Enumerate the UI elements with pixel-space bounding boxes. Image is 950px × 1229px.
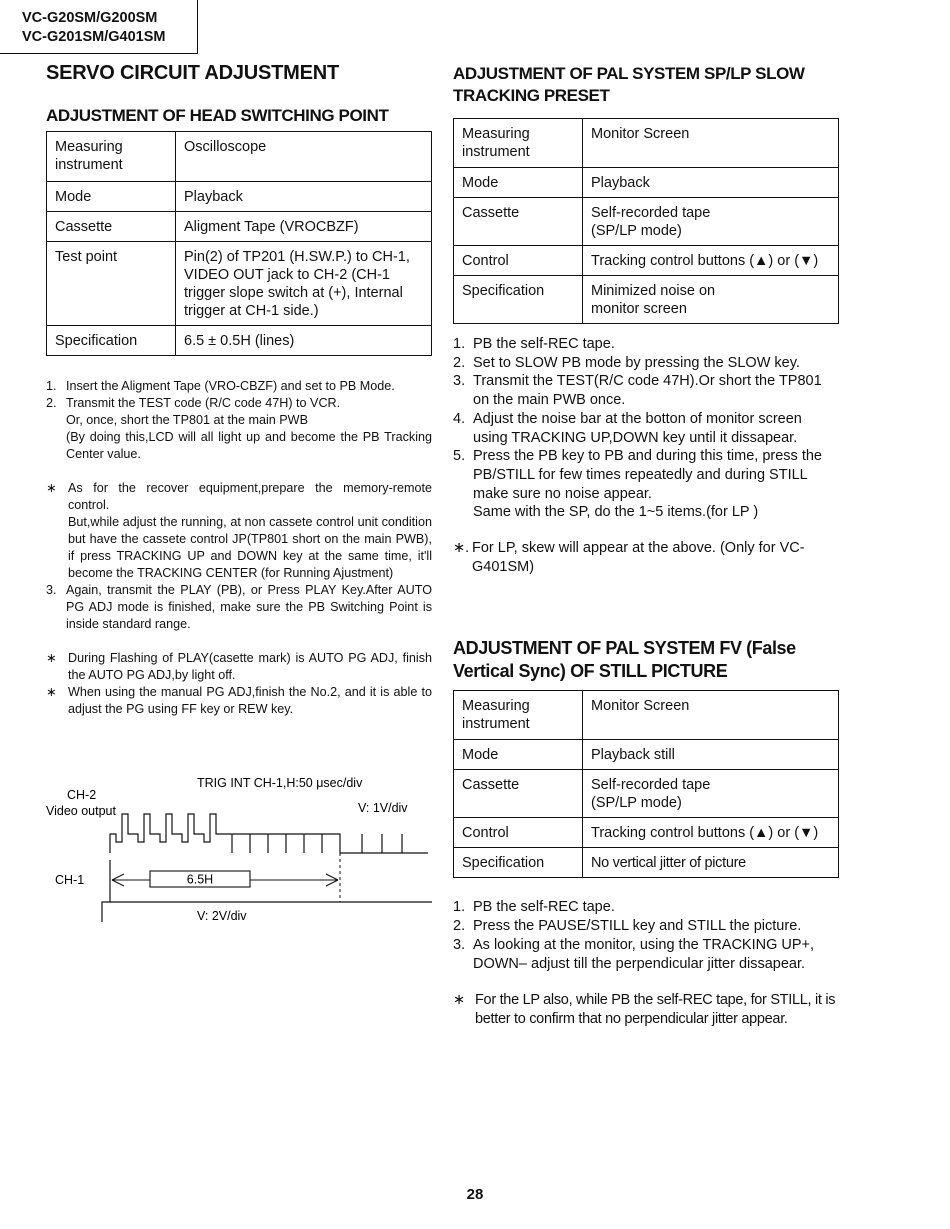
ch2-video-waveform bbox=[110, 814, 428, 853]
head-switching-steps bbox=[46, 378, 432, 463]
head-switching-waveform-diagram bbox=[40, 770, 440, 930]
table-key: Specification bbox=[47, 326, 176, 356]
step-number: 2. bbox=[453, 354, 466, 371]
slow-tracking-spec-table bbox=[453, 118, 839, 324]
list-item bbox=[453, 936, 839, 973]
table-key: Test point bbox=[47, 242, 176, 326]
table-row bbox=[47, 242, 432, 326]
table-value: Playback still bbox=[583, 740, 839, 770]
table-row bbox=[454, 119, 839, 168]
list-item bbox=[453, 372, 839, 409]
table-key: Measuring instrument bbox=[454, 691, 583, 740]
note-manual-pg-adj bbox=[46, 684, 432, 718]
table-row bbox=[454, 198, 839, 246]
asterisk-mark: ∗ bbox=[46, 685, 57, 699]
list-item bbox=[453, 447, 839, 522]
step-subtext: Same with the SP, do the 1~5 items.(for LP ) bbox=[473, 504, 759, 521]
table-value: Self-recorded tape (SP/LP mode) bbox=[583, 770, 839, 818]
table-key: Control bbox=[454, 246, 583, 276]
table-value: Playback bbox=[176, 182, 432, 212]
step-number: 3. bbox=[46, 583, 57, 597]
list-item bbox=[453, 917, 839, 936]
model-line-1: VC-G20SM/G200SM bbox=[22, 10, 158, 26]
page-number: 28 bbox=[466, 1186, 484, 1203]
title-line: ADJUSTMENT OF PAL SYSTEM SP/LP SLOW bbox=[453, 64, 805, 83]
table-key: Mode bbox=[47, 182, 176, 212]
step-number: 1. bbox=[453, 899, 466, 916]
table-row bbox=[454, 168, 839, 198]
table-row bbox=[454, 740, 839, 770]
step-number: 3. bbox=[453, 936, 466, 953]
table-value: 6.5 ± 0.5H (lines) bbox=[176, 326, 432, 356]
step-number: 4. bbox=[453, 410, 466, 427]
table-key: Mode bbox=[454, 740, 583, 770]
step-text: Press the PAUSE/STILL key and STILL the picture. bbox=[473, 918, 802, 935]
table-key: Cassette bbox=[454, 770, 583, 818]
table-key: Control bbox=[454, 818, 583, 848]
list-item bbox=[46, 395, 432, 463]
step-number: 1. bbox=[46, 379, 57, 393]
section-title-head-switching: ADJUSTMENT OF HEAD SWITCHING POINT bbox=[46, 106, 389, 125]
left-column bbox=[46, 60, 432, 718]
table-row bbox=[47, 212, 432, 242]
step-text: Set to SLOW PB mode by pressing the SLOW key. bbox=[473, 354, 800, 371]
head-switching-spec-table bbox=[46, 131, 432, 356]
table-key: Cassette bbox=[454, 198, 583, 246]
table-value: Minimized noise on monitor screen bbox=[583, 276, 839, 324]
table-value: Oscilloscope bbox=[176, 132, 432, 182]
note-text: As for the recover equipment,prepare the memory-remote control. bbox=[68, 481, 432, 512]
model-number-box bbox=[0, 0, 198, 54]
table-row bbox=[454, 276, 839, 324]
note-lp-skew bbox=[453, 539, 839, 576]
table-key: Specification bbox=[454, 276, 583, 324]
ch1-switching-waveform bbox=[102, 860, 110, 922]
asterisk-mark: ∗ bbox=[453, 992, 465, 1009]
step-number: 5. bbox=[453, 448, 466, 465]
step-text: PB the self-REC tape. bbox=[473, 899, 615, 916]
table-key: Measuring instrument bbox=[47, 132, 176, 182]
asterisk-mark: ∗ bbox=[46, 651, 57, 665]
section-title-slow-tracking bbox=[453, 63, 839, 107]
page-title: SERVO CIRCUIT ADJUSTMENT bbox=[46, 62, 340, 84]
ch2-tick-marks bbox=[232, 834, 402, 853]
table-row bbox=[454, 246, 839, 276]
v1-label: V: 1V/div bbox=[358, 801, 408, 815]
table-key: Measuring instrument bbox=[454, 119, 583, 168]
table-value: Monitor Screen bbox=[583, 691, 839, 740]
step-text: Insert the Aligment Tape (VRO-CBZF) and set to PB Mode. bbox=[66, 379, 395, 393]
step-subtext: (By doing this,LCD will all light up and become the PB Tracking Center value. bbox=[66, 430, 432, 461]
note-memory-remote bbox=[46, 480, 432, 582]
list-item bbox=[46, 582, 432, 633]
table-row bbox=[454, 848, 839, 878]
ch2-label: CH-2 bbox=[67, 788, 97, 802]
table-value: Aligment Tape (VROCBZF) bbox=[176, 212, 432, 242]
note-lp-jitter bbox=[453, 991, 839, 1028]
span-label: 6.5H bbox=[186, 872, 214, 887]
table-value: No vertical jitter of picture bbox=[583, 848, 839, 878]
table-row bbox=[454, 691, 839, 740]
trig-label: TRIG INT CH-1,H:50 μsec/div bbox=[197, 776, 363, 790]
table-row bbox=[454, 818, 839, 848]
table-value: Playback bbox=[583, 168, 839, 198]
step-text: Transmit the TEST code (R/C code 47H) to VCR. bbox=[66, 396, 341, 410]
step-number: 2. bbox=[453, 918, 466, 935]
note-text: For the LP also, while PB the self-REC tape, for STILL, it is better to confirm that no perpendicular jitter appear. bbox=[475, 992, 836, 1027]
list-item bbox=[453, 335, 839, 354]
right-column bbox=[453, 60, 839, 1029]
step-text: Adjust the noise bar at the botton of monitor screen using TRACKING UP,DOWN key until it dissapear. bbox=[473, 410, 802, 446]
table-value: Tracking control buttons (▲) or (▼) bbox=[583, 246, 839, 276]
title-line: TRACKING PRESET bbox=[453, 86, 610, 105]
note-text: But,while adjust the running, at non cassete control unit condition but have the cassete control JP(TP801 short on the main PWB), if press TRACKING UP and DOWN key at the same time, it'll become the TRACKING CENTER (for Running Ajustment) bbox=[68, 515, 432, 580]
table-value: Monitor Screen bbox=[583, 119, 839, 168]
v2-label: V: 2V/div bbox=[197, 909, 247, 923]
step-number: 3. bbox=[453, 373, 466, 390]
asterisk-mark: ∗. bbox=[453, 540, 470, 557]
step-text: Transmit the TEST(R/C code 47H).Or short the TP801 on the main PWB once. bbox=[473, 373, 822, 409]
step-number: 2. bbox=[46, 396, 57, 410]
step-number: 1. bbox=[453, 336, 466, 352]
asterisk-mark: ∗ bbox=[46, 481, 57, 495]
table-row bbox=[47, 326, 432, 356]
title-line: Vertical Sync) OF STILL PICTURE bbox=[453, 661, 728, 682]
table-value: Self-recorded tape (SP/LP mode) bbox=[583, 198, 839, 246]
list-item bbox=[453, 410, 839, 447]
head-switching-step-3 bbox=[46, 582, 432, 633]
table-row bbox=[47, 132, 432, 182]
table-key: Specification bbox=[454, 848, 583, 878]
step-text: Press the PB key to PB and during this time, press the PB/STILL for few times repeatedly and during STILL make sure no noise appear. bbox=[473, 448, 822, 502]
note-text: For LP, skew will appear at the above. (Only for VC-G401SM) bbox=[472, 540, 805, 575]
still-picture-spec-table bbox=[453, 690, 839, 878]
table-key: Mode bbox=[454, 168, 583, 198]
list-item bbox=[453, 354, 839, 373]
table-value: Tracking control buttons (▲) or (▼) bbox=[583, 818, 839, 848]
section-title-false-vertical-sync bbox=[453, 637, 839, 683]
table-value: Pin(2) of TP201 (H.SW.P.) to CH-1, VIDEO OUT jack to CH-2 (CH-1 trigger slope switch at (+), Internal trigger at CH-1 side.) bbox=[176, 242, 432, 326]
model-line-2: VC-G201SM/G401SM bbox=[22, 29, 166, 45]
video-output-label: Video output bbox=[46, 804, 116, 818]
step-text: PB the self-REC tape. bbox=[473, 336, 615, 352]
note-text: During Flashing of PLAY(casette mark) is AUTO PG ADJ, finish the AUTO PG ADJ,by light off. bbox=[68, 651, 432, 682]
table-key: Cassette bbox=[47, 212, 176, 242]
note-text: When using the manual PG ADJ,finish the No.2, and it is able to adjust the PG using FF key or REW key. bbox=[68, 685, 432, 716]
step-text: Again, transmit the PLAY (PB), or Press PLAY Key.After AUTO PG ADJ mode is finished, make sure the PB Switching Point is inside standard range. bbox=[66, 583, 432, 631]
table-row bbox=[454, 770, 839, 818]
list-item bbox=[453, 898, 839, 917]
slow-tracking-steps bbox=[453, 335, 839, 522]
title-line: ADJUSTMENT OF PAL SYSTEM FV (False bbox=[453, 638, 796, 659]
step-subtext: Or, once, short the TP801 at the main PWB bbox=[66, 413, 308, 427]
note-auto-pg-adj bbox=[46, 650, 432, 684]
still-picture-steps bbox=[453, 898, 839, 973]
table-row bbox=[47, 182, 432, 212]
step-text: As looking at the monitor, using the TRACKING UP+, DOWN– adjust till the perpendicular jitter dissapear. bbox=[473, 936, 815, 972]
ch1-label: CH-1 bbox=[55, 873, 85, 887]
list-item bbox=[46, 378, 432, 395]
